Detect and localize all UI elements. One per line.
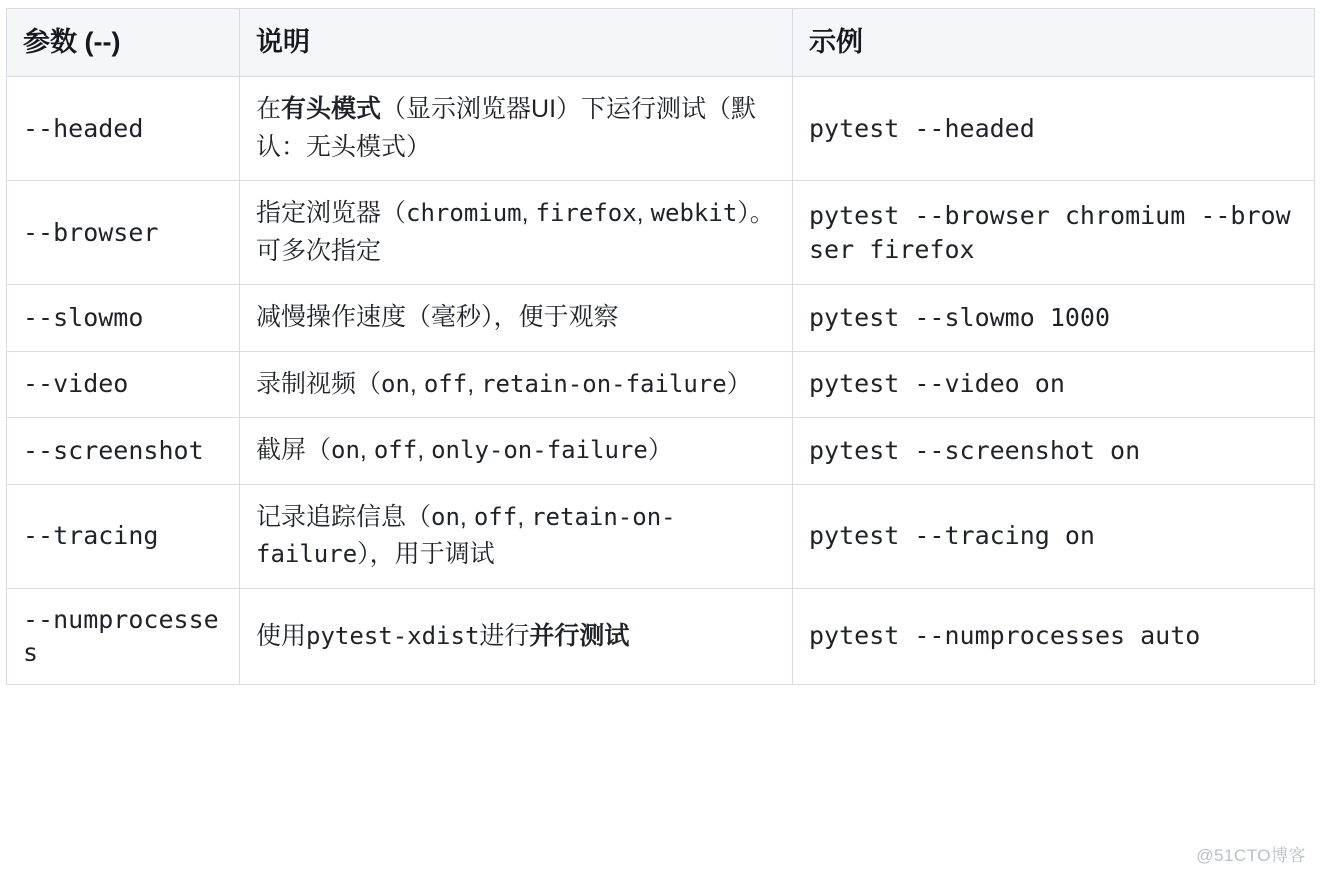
- param-name: --tracing: [23, 521, 159, 551]
- param-example: pytest --video on: [809, 369, 1065, 399]
- param-description-cell: [240, 351, 793, 418]
- param-name-cell: [7, 484, 240, 588]
- table-header: [7, 9, 1315, 77]
- param-description-cell: [240, 285, 793, 352]
- param-example-cell: [793, 285, 1315, 352]
- param-description: 录制视频（on, off, retain-on-failure）: [256, 369, 752, 398]
- param-description-cell: [240, 77, 793, 181]
- table-row: [7, 484, 1315, 588]
- param-description: 记录追踪信息（on, off, retain-on-failure），用于调试: [256, 502, 676, 569]
- column-header-description: 说明: [240, 9, 793, 77]
- param-example: pytest --numprocesses auto: [809, 621, 1201, 651]
- param-example-cell: [793, 181, 1315, 285]
- param-description: 指定浏览器（chromium, firefox, webkit）。可多次指定: [256, 199, 775, 265]
- table-row: [7, 351, 1315, 418]
- watermark: @51CTO博客: [1196, 846, 1306, 865]
- param-name-cell: [7, 77, 240, 181]
- param-description-cell: [240, 484, 793, 588]
- param-example: pytest --slowmo 1000: [809, 302, 1111, 332]
- param-example: pytest --screenshot on: [809, 435, 1141, 465]
- table-body: [7, 77, 1315, 685]
- param-description: 在有头模式（显示浏览器UI）下运行测试（默认：无头模式）: [256, 95, 757, 161]
- param-example-cell: [793, 484, 1315, 588]
- table-header-row: [7, 9, 1315, 77]
- param-example-cell: [793, 588, 1315, 685]
- param-example-cell: [793, 351, 1315, 418]
- param-example-cell: [793, 77, 1315, 181]
- table-row: [7, 77, 1315, 181]
- param-name: --numprocesses: [23, 604, 219, 668]
- param-description-cell: [240, 588, 793, 685]
- param-name: --browser: [23, 217, 159, 247]
- param-name-cell: [7, 351, 240, 418]
- table-row: [7, 285, 1315, 352]
- param-name-cell: [7, 418, 240, 485]
- param-name: --screenshot: [23, 435, 204, 465]
- param-name-cell: [7, 181, 240, 285]
- param-example-cell: [793, 418, 1315, 485]
- param-description-cell: [240, 418, 793, 485]
- table-row: [7, 181, 1315, 285]
- param-name-cell: [7, 588, 240, 685]
- param-name: --slowmo: [23, 302, 144, 332]
- column-header-param: 参数 (--): [7, 9, 240, 77]
- param-name: --headed: [23, 113, 144, 143]
- param-description-cell: [240, 181, 793, 285]
- param-example: pytest --browser chromium --browser firefox: [809, 200, 1291, 264]
- param-name: --video: [23, 369, 129, 399]
- column-header-example: 示例: [793, 9, 1315, 77]
- param-example: pytest --tracing on: [809, 521, 1095, 551]
- param-example: pytest --headed: [809, 113, 1035, 143]
- table-row: [7, 588, 1315, 685]
- param-description: 截屏（on, off, only-on-failure）: [256, 436, 673, 465]
- param-name-cell: [7, 285, 240, 352]
- param-description: 使用pytest-xdist进行并行测试: [256, 621, 630, 650]
- parameters-table: [6, 8, 1315, 685]
- table-row: [7, 418, 1315, 485]
- param-description: 减慢操作速度（毫秒），便于观察: [256, 303, 619, 332]
